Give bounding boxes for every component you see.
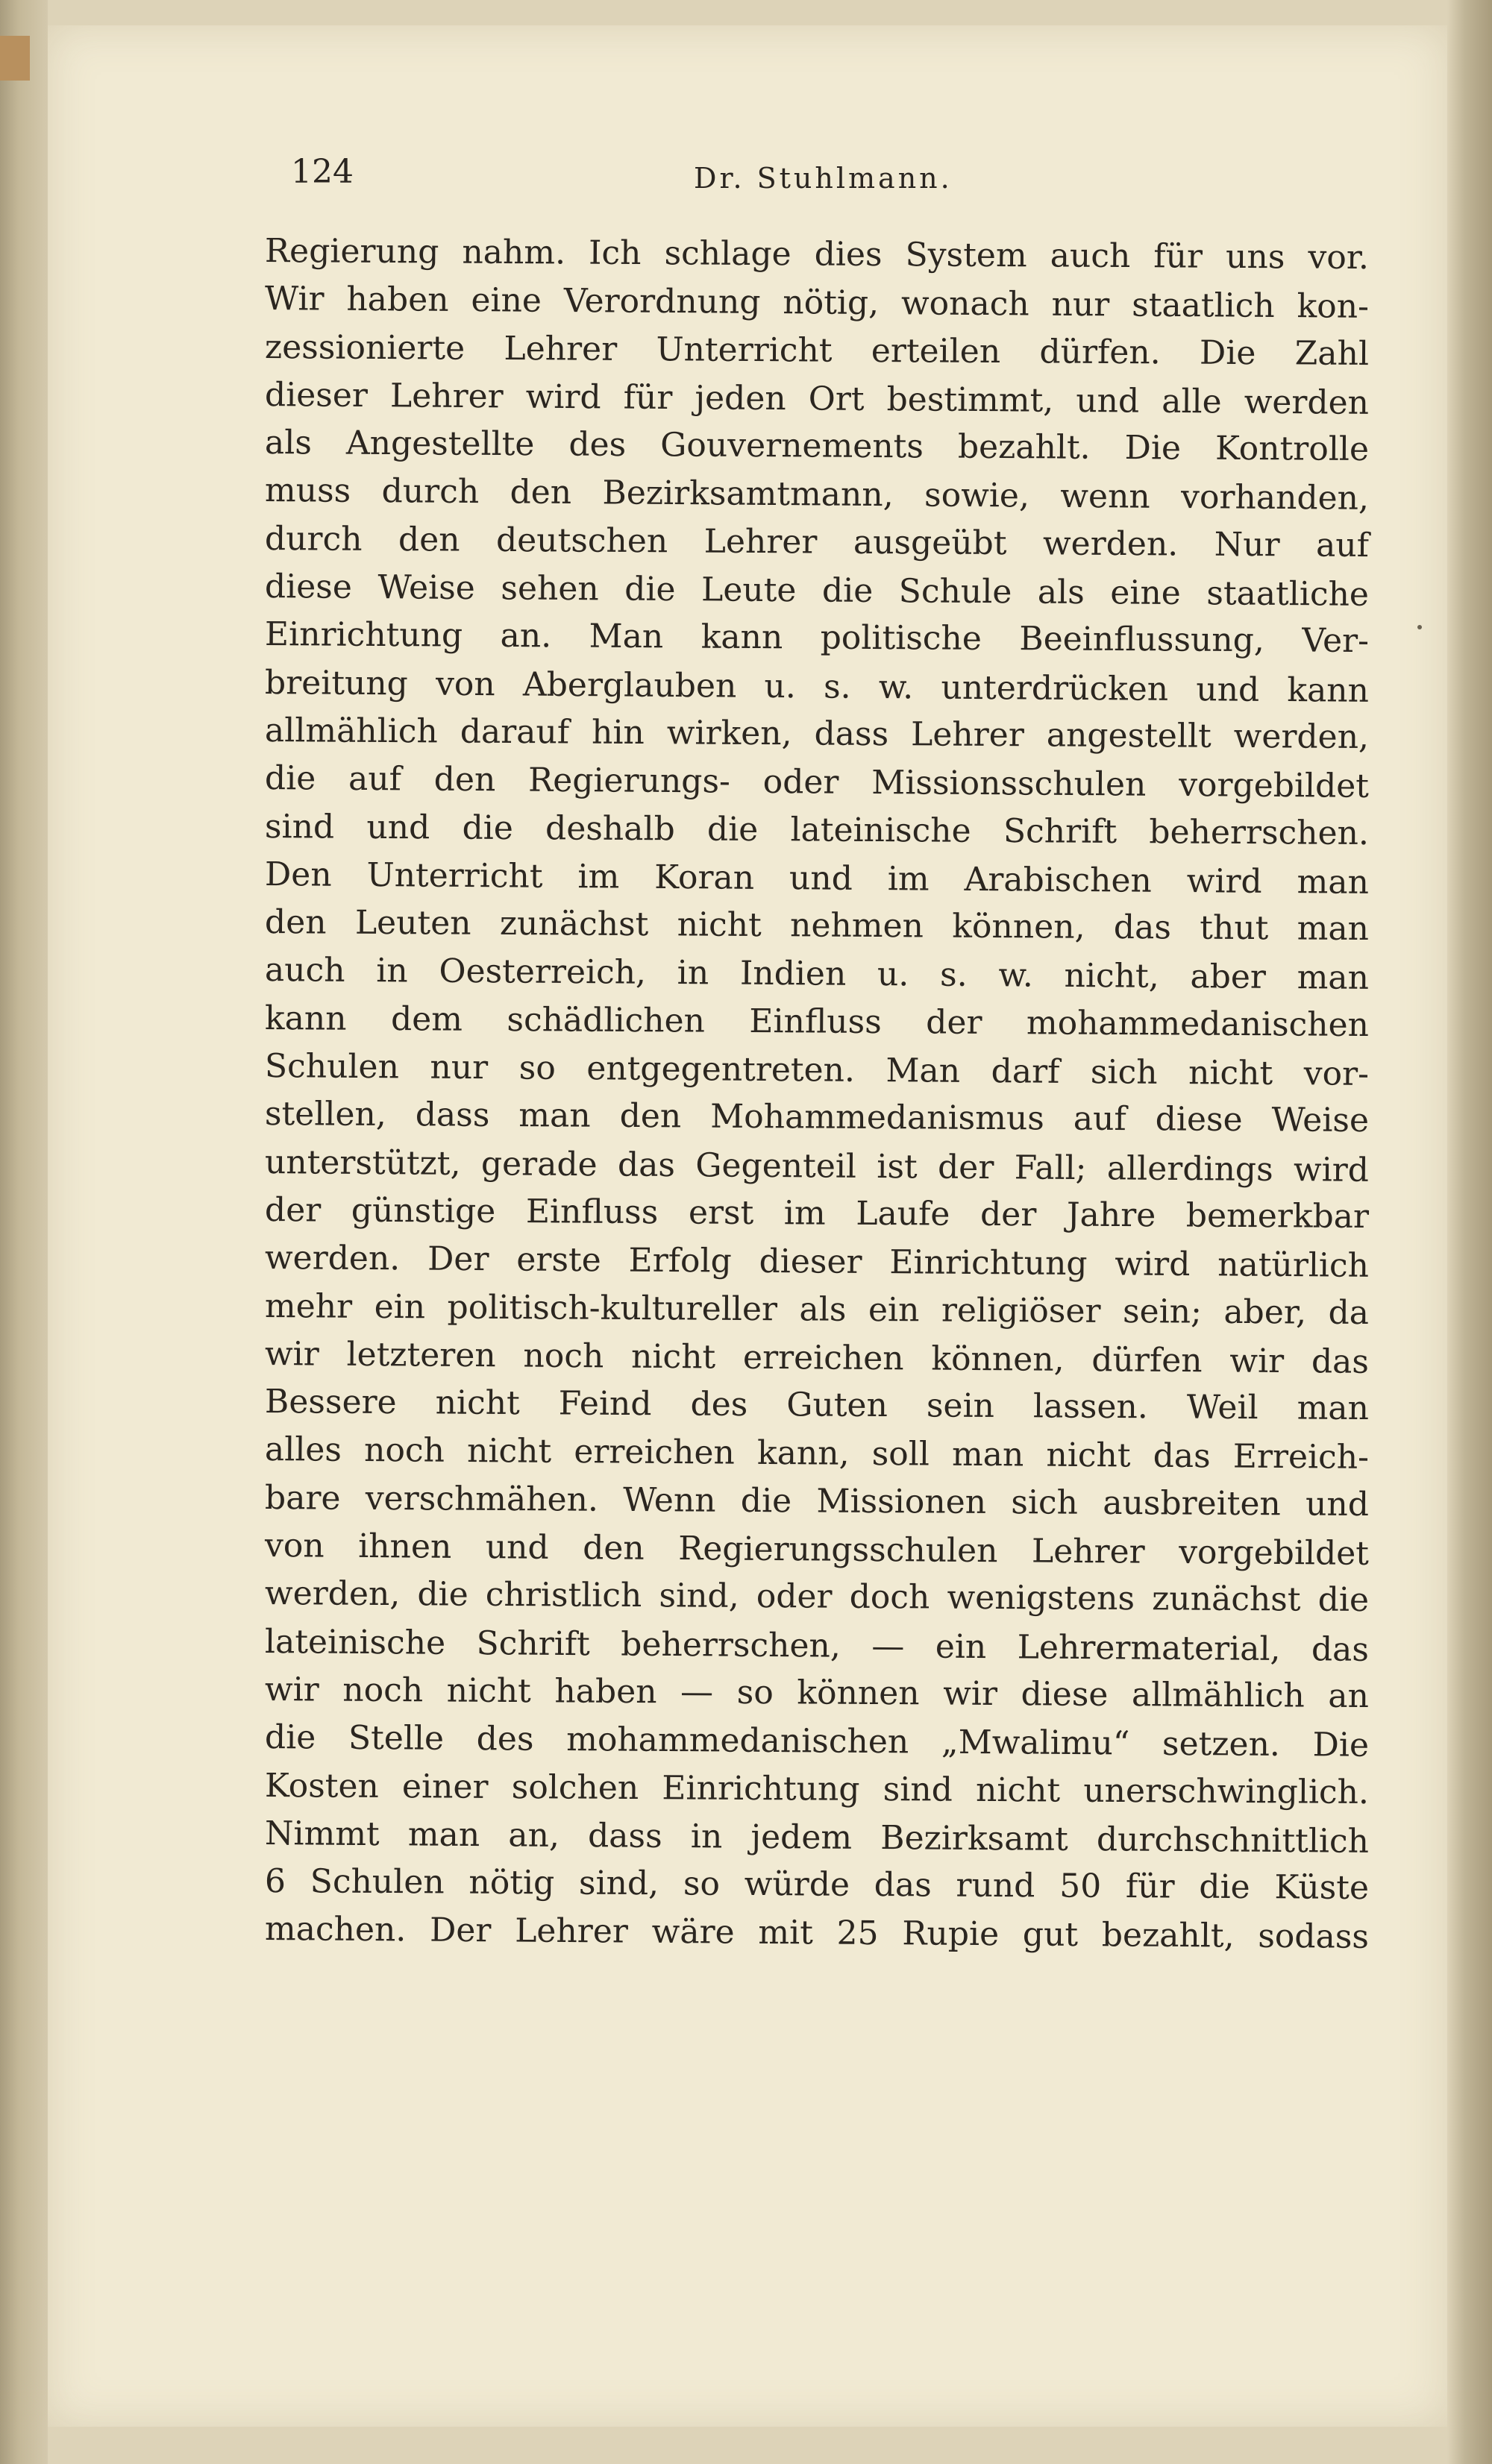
text-line: Bessere nicht Feind des Guten sein lassen. Weil man — [264, 1383, 1370, 1428]
text-line: die Stelle des mohammedanischen „Mwalimu“ setzen. Die — [264, 1718, 1370, 1765]
text-line: wir letzteren noch nicht erreichen können, dürfen wir das — [264, 1334, 1370, 1381]
page-number: 124 — [291, 153, 354, 191]
running-head: Dr. Stuhlmann. — [694, 162, 953, 195]
text-line: unterstützt, gerade das Gegenteil ist der Fall; allerdings wird — [264, 1143, 1370, 1189]
text-line: werden. Der erste Erfolg dieser Einrichtung wird natürlich — [264, 1239, 1370, 1286]
text-line: bare verschmähen. Wenn die Missionen sich ausbreiten und — [264, 1478, 1370, 1524]
text-line: als Angestellte des Gouvernements bezahlt. Die Kontrolle — [264, 424, 1370, 469]
text-line: wir noch nicht haben — so können wir diese allmählich an — [264, 1670, 1370, 1715]
text-line: zessionierte Lehrer Unterricht erteilen dürfen. Die Zahl — [264, 327, 1370, 373]
text-line: dieser Lehrer wird für jeden Ort bestimmt, und alle werden — [264, 375, 1370, 422]
text-line: Nimmt man an, dass in jedem Bezirksamt durchschnittlich — [264, 1814, 1370, 1861]
text-line: Schulen nur so entgegentreten. Man darf sich nicht vor- — [264, 1047, 1370, 1093]
page-header — [291, 153, 1395, 205]
text-line: durch den deutschen Lehrer ausgeübt werden. Nur auf — [264, 519, 1370, 565]
text-line: stellen, dass man den Mohammedanismus auf diese Weise — [264, 1095, 1370, 1140]
book-right-shadow — [1447, 0, 1492, 2464]
text-line: den Leuten zunächst nicht nehmen können, das thut man — [264, 903, 1370, 949]
text-line: Den Unterricht im Koran und im Arabischen wird man — [264, 855, 1370, 902]
text-line: kann dem schädlichen Einfluss der mohammedanischen — [264, 999, 1370, 1044]
text-line: werden, die christlich sind, oder doch wenigstens zunächst die — [264, 1574, 1370, 1620]
text-line: mehr ein politisch-kultureller als ein religiöser sein; aber, da — [264, 1286, 1370, 1332]
margin-dot — [1417, 625, 1422, 629]
text-line: diese Weise sehen die Leute die Schule als eine staatliche — [264, 568, 1370, 614]
text-line: die auf den Regierungs- oder Missionsschulen vorgebildet — [264, 759, 1370, 806]
text-line: der günstige Einfluss erst im Laufe der Jahre bemerkbar — [264, 1190, 1370, 1236]
text-line: Wir haben eine Verordnung nötig, wonach nur staatlich kon- — [264, 280, 1370, 327]
text-line: muss durch den Bezirksamtmann, sowie, wenn vorhanden, — [264, 471, 1370, 518]
body-text — [264, 227, 1370, 1957]
text-line: 6 Schulen nötig sind, so würde das rund 50 für die Küste — [264, 1862, 1370, 1908]
text-line: auch in Oesterreich, in Indien u. s. w. nicht, aber man — [264, 951, 1370, 998]
book-edge-tab — [0, 36, 30, 81]
text-line: Regierung nahm. Ich schlage dies System auch für uns vor. — [264, 232, 1370, 277]
text-line: Einrichtung an. Man kann politische Beeinflussung, Ver- — [264, 615, 1370, 661]
text-line: breitung von Aberglauben u. s. w. unterdrücken und kann — [264, 663, 1370, 710]
text-line: von ihnen und den Regierungsschulen Lehrer vorgebildet — [264, 1527, 1370, 1573]
text-line: allmählich darauf hin wirken, dass Lehrer angestellt werden, — [264, 711, 1370, 757]
text-line: alles noch nicht erreichen kann, soll man nicht das Erreich- — [264, 1430, 1370, 1477]
book-left-edge — [0, 0, 48, 2464]
text-line: machen. Der Lehrer wäre mit 25 Rupie gut bezahlt, sodass — [264, 1910, 1370, 1957]
text-line: sind und die deshalb die lateinische Schrift beherrschen. — [264, 807, 1370, 852]
text-line: lateinische Schrift beherrschen, — ein Lehrermaterial, das — [264, 1622, 1370, 1669]
text-line: Kosten einer solchen Einrichtung sind nicht unerschwinglich. — [264, 1766, 1370, 1811]
